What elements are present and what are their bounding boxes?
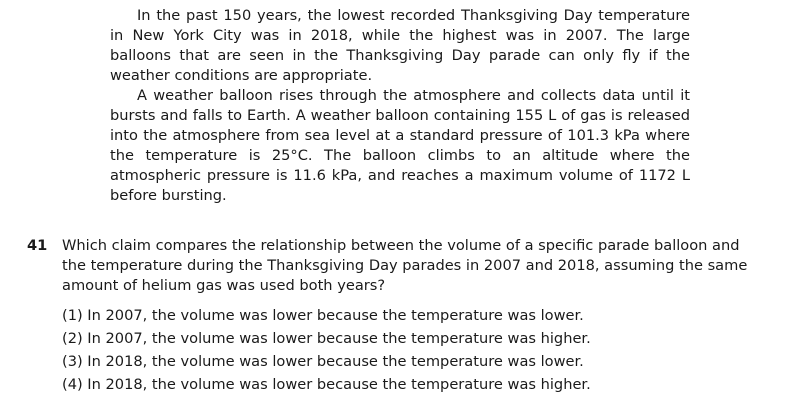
answer-choice-1[interactable]: (1) In 2007, the volume was lower because the temperature was lower. (62, 307, 584, 324)
passage-paragraph-2: A weather balloon rises through the atmosphere and collects data until it bursts and falls to Earth. A weather balloon containing 155 L of gas is released into the atmosphere from sea level at a standard pressure of 101.3 kPa where the temperature is 25°C. The balloon climbs to an altitude where the atmospheric pressure is 11.6 kPa, and reaches a maximum volume of 1172 L before bursting. (110, 87, 690, 204)
question-stem: Which claim compares the relationship between the volume of a specific parade balloon and the temperature during the Thanksgiving Day parades in 2007 and 2018, assuming the same amount of helium gas was used both years? (62, 237, 748, 294)
question-number: 41 (27, 237, 48, 254)
answer-choice-4[interactable]: (4) In 2018, the volume was lower because the temperature was higher. (62, 376, 591, 393)
answer-choice-2[interactable]: (2) In 2007, the volume was lower because the temperature was higher. (62, 330, 591, 347)
question-block (27, 236, 757, 396)
answer-choices (62, 304, 757, 396)
reading-passage (110, 6, 690, 206)
passage-paragraph-1: In the past 150 years, the lowest recorded Thanksgiving Day temperature in New York City was in 2018, while the highest was in 2007. The large balloons that are seen in the Thanksgiving Day parade can only fly if the weather conditions are appropriate. (110, 7, 690, 84)
answer-choice-3[interactable]: (3) In 2018, the volume was lower because the temperature was lower. (62, 353, 584, 370)
